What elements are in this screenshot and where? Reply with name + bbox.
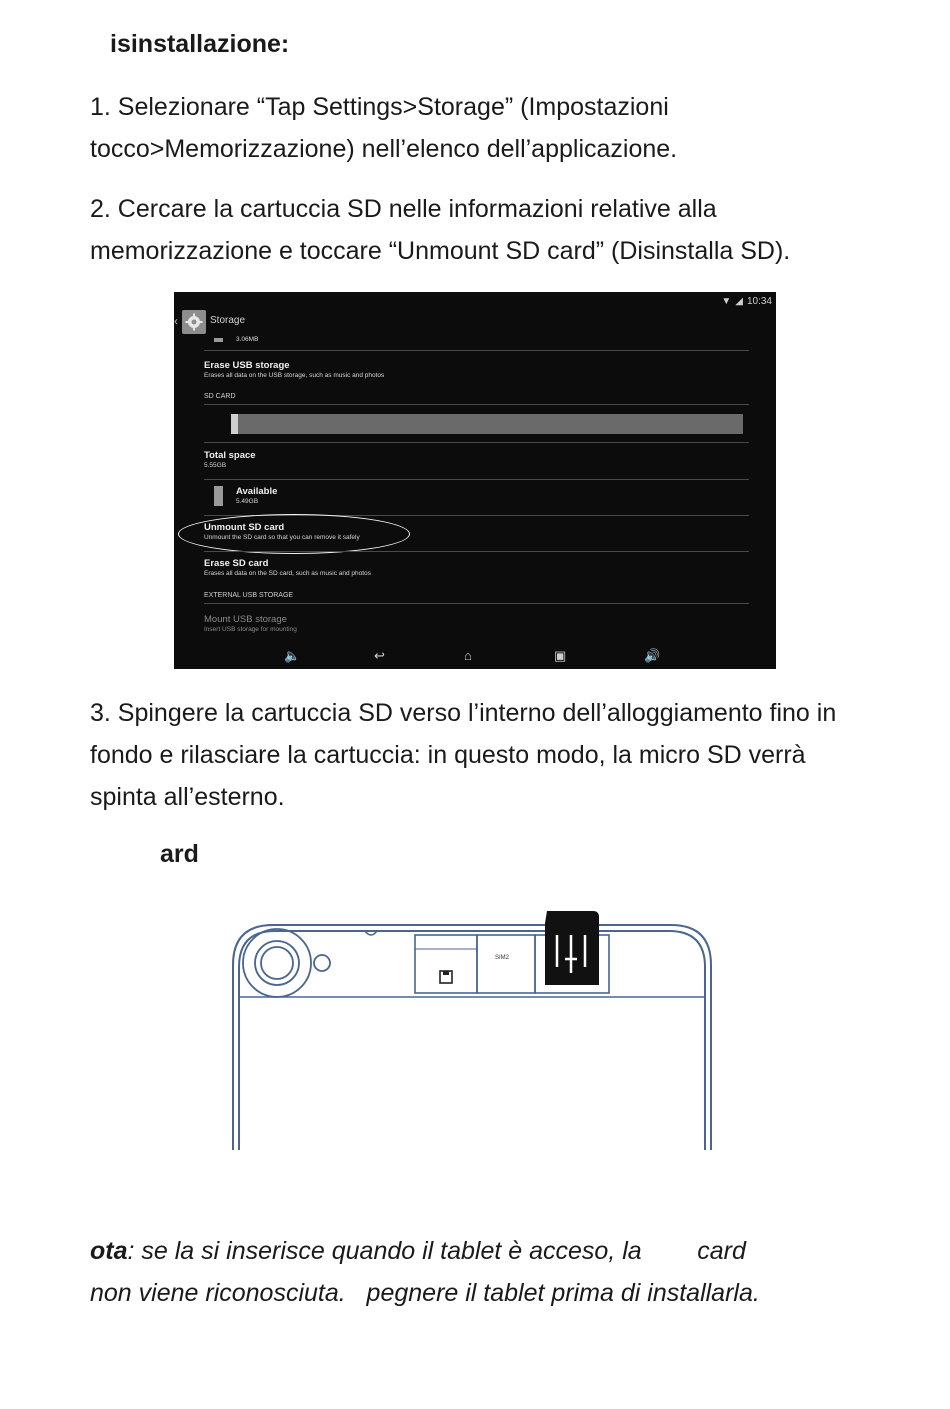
sd-card-slot [415, 935, 477, 993]
mount-usb-title: Mount USB storage [204, 614, 287, 625]
wifi-icon: ▼ [721, 295, 732, 307]
divider [204, 603, 749, 604]
erase-usb-subtitle: Erases all data on the USB storage, such as music and photos [204, 372, 385, 379]
navigation-bar [174, 644, 776, 669]
storage-settings-screenshot [174, 292, 776, 669]
sim2-slot-label: SIM2 [495, 955, 510, 961]
figure-label: ard [160, 840, 199, 868]
sd-usage-bar [231, 414, 743, 434]
sd-card-icon [440, 971, 452, 983]
erase-usb-storage-item[interactable] [204, 360, 749, 380]
recent-apps-icon[interactable]: ▣ [554, 648, 567, 663]
unmount-sd-title: Unmount SD card [204, 522, 285, 533]
note-line-1: : se la si inserisce quando il tablet è acceso, la card [127, 1237, 746, 1265]
signal-icon: ◢ [735, 295, 743, 307]
status-bar [721, 294, 772, 308]
step-2-text: 2. Cercare la cartuccia SD nelle informazioni relative alla memorizzazione e toccare “Unmount SD card” (Disinstalla SD). [90, 195, 791, 265]
sim-card-icon [545, 911, 599, 985]
camera-lens-icon [243, 929, 311, 997]
sd-card-section-header: SD CARD [204, 393, 236, 400]
divider [204, 479, 749, 480]
divider [204, 442, 749, 443]
back-chevron-icon[interactable]: ‹ [174, 314, 178, 328]
screen-title: Storage [210, 315, 246, 326]
divider [204, 404, 749, 405]
divider [204, 350, 749, 351]
unmount-sd-subtitle: Unmount the SD card so that you can remove it safely [204, 534, 360, 541]
settings-gear-icon[interactable] [182, 310, 206, 334]
total-space-title: Total space [204, 450, 256, 461]
volume-up-icon[interactable]: 🔊 [644, 648, 661, 663]
flash-icon [314, 955, 330, 971]
available-value: 5.49GB [236, 498, 259, 505]
mount-usb-subtitle: Insert USB storage for mounting [204, 626, 297, 633]
volume-down-icon[interactable]: 🔈 [284, 648, 301, 663]
note-bold: ota [90, 1237, 128, 1265]
action-bar [174, 308, 776, 336]
external-usb-section-header: EXTERNAL USB STORAGE [204, 592, 294, 599]
highlight-ellipse [178, 514, 410, 554]
note-text [90, 1230, 890, 1314]
step-3-text: 3. Spingere la cartuccia SD verso l’interno dell’alloggiamento fino in fondo e rilasciare la cartuccia: in questo modo, la micro SD verrà spinta all’esterno. [90, 699, 837, 811]
sim2-slot [477, 935, 535, 993]
available-swatch [214, 486, 223, 506]
tablet-slot-diagram [225, 905, 725, 1155]
used-value: 3.06MB [236, 336, 259, 343]
erase-sd-card-item[interactable] [204, 558, 749, 578]
total-space-item [204, 450, 749, 470]
status-time: 10:34 [746, 295, 772, 307]
erase-sd-title: Erase SD card [204, 558, 269, 569]
available-item [236, 486, 736, 506]
mount-usb-storage-item [204, 614, 749, 634]
note-line-2: non viene riconosciuta. pegnere il tablet prima di installarla. [90, 1279, 760, 1307]
section-heading: isinstallazione: [110, 30, 290, 58]
used-swatch [214, 338, 223, 342]
available-title: Available [236, 486, 278, 497]
home-icon[interactable]: ⌂ [464, 648, 472, 663]
erase-sd-subtitle: Erases all data on the SD card, such as music and photos [204, 570, 371, 577]
back-icon[interactable]: ↩ [374, 648, 385, 663]
sd-usage-fill [231, 414, 238, 434]
total-space-value: 5.55GB [204, 462, 227, 469]
divider [204, 551, 749, 552]
step-1-text: 1. Selezionare “Tap Settings>Storage” (Impostazioni tocco>Memorizzazione) nell’elenco dell’applicazione. [90, 93, 678, 163]
erase-usb-title: Erase USB storage [204, 360, 290, 371]
